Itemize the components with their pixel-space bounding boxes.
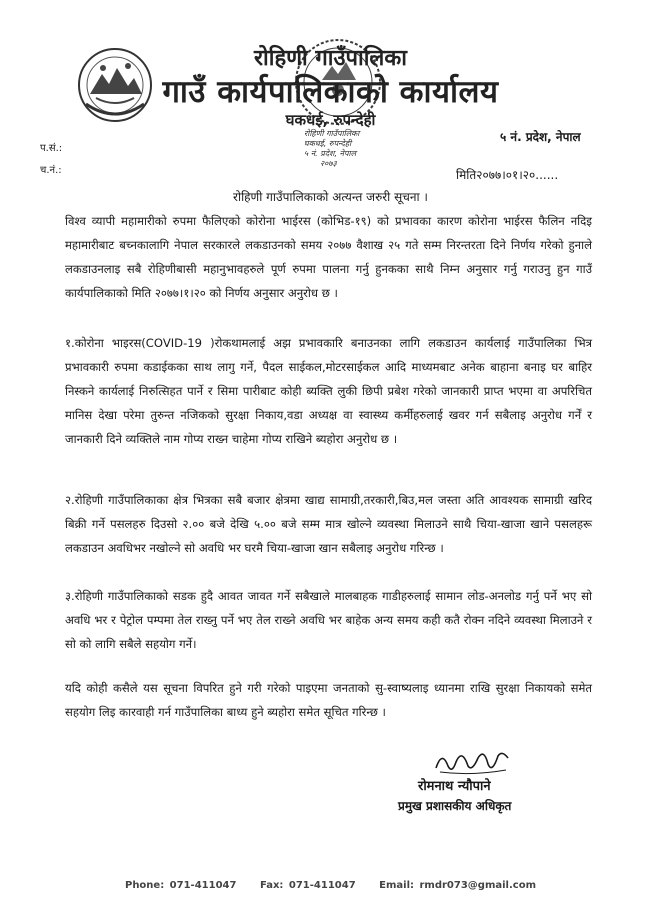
municipality-name: रोहिणी गाउँपालिका <box>254 46 407 71</box>
province-label: ५ नं. प्रदेश, नेपाल <box>500 130 581 144</box>
footer-email: Email: rmdr073@gmail.com <box>379 880 536 891</box>
notice-paragraph: ३.रोहिणी गाउँपालिकाको सडक हुदै आवत जावत गर्ने सबैखाले मालबाहक गाडीहरुलाई सामान लोड-अनलोड गर्नु पर्ने भए सो अवधि भर र पेट्रोल पम्पमा तेल राख्नु पर्ने भए तेल राख्ने अवधि भर बाहेक अन्य समय कही कतै रोक्न नदिने व्यवस्था मिलाउने र सो को लागि सबैले सहयोग गर्ने। <box>65 589 592 651</box>
notice-subject: रोहिणी गाउँपालिकाको अत्यन्त जरुरी सूचना । <box>233 190 428 204</box>
dispatch-number-row <box>40 162 62 176</box>
seal-text-line: ५ नं. प्रदेश, नेपाल <box>304 149 357 158</box>
dispatch-number-label: च.नं.: <box>40 165 62 176</box>
signatory-designation: प्रमुख प्रशासकीय अधिकृत <box>398 799 512 813</box>
notice-paragraph: १.कोरोना भाइरस(COVID-19 )रोकथामलाई अझ प्रभावकारि बनाउनका लागि लकडाउन कार्यलाई गाउँपालिका भित्र प्रभावकारी रुपमा कडाईकका साथ लागु गर्ने, पैदल साईकल,मोटरसाईकल आदि माध्यमबाट अनेक बाहाना बनाइ घर बाहिर निस्कने कार्यलाई निरुत्सिहत पार्ने र सिमा पारीबाट कोही ब्यक्ति लुकी छिपी प्रबेश गरेको जानकारी प्राप्त भएमा वा अपरिचित मानिस देखा परेमा तुरुन्त नजिकको सुरक्षा निकाय,वडा अध्यक्ष वा स्वास्थ्य कर्मीहरुलाई खवर गर्न सबैलाइ अनुरोध गर्नें र जानकारी दिने व्यक्तिले नाम गोप्य राख्न चाहेमा गोप्य राखिने ब्यहोरा अनुरोध छ । <box>65 336 592 446</box>
footer-fax: Fax: 071-411047 <box>259 880 356 891</box>
seal-text-line: रोहिणी गाउँपालिका <box>304 129 360 138</box>
seal-text-line: २०७३ <box>320 159 337 168</box>
signatory-name: रोमनाथ न्यौपाने <box>418 779 491 794</box>
footer-phone: Phone: 071-411047 <box>124 880 237 891</box>
reference-number-label: प.सं.: <box>40 143 63 154</box>
office-address: घकधई, रुपन्देही <box>285 111 376 129</box>
notice-paragraph: यदि कोही कसैले यस सूचना विपरित हुने गरी गरेको पाइएमा जनताको सु-स्वाष्यलाइ ध्यानमा राखि सुरक्षा निकायको समेत सहयोग लिइ कारवाही गर्न गाउँपालिका बाध्य हुने ब्यहोरा समेत सूचित गरिन्छ । <box>65 681 592 719</box>
notice-paragraph: २.रोहिणी गाउँपालिकाका क्षेत्र भित्रका सबै बजार क्षेत्रमा खाद्य सामाग्री,तरकारी,बिउ,मल जस्ता अति आवश्यक सामाग्री खरिद बिक्री गर्ने पसलहरु दिउसो २.०० बजे देखि ५.०० बजे सम्म मात्र खोल्ने व्यवस्था मिलाउने साथै चिया-खाजा खाने पसलहरू लकडाउन अवधिभर नखोल्ने सो अवधि भर घरमै चिया-खाजा खान सबैलाइ अनुरोध गरिन्छ । <box>65 493 592 555</box>
signature-image <box>432 744 512 780</box>
notice-paragraph: विश्व व्यापी महामारीको रुपमा फैलिएको कोरोना भाईरस (कोभिड-१९) को प्रभावका कारण कोरोना भाईरस फैलिन नदिइ महामारीबाट बच्नकालागि नेपाल सरकारले लकडाउनको समय २०७७ वैशाख २५ गते सम्म निरन्तरता दिने निर्णय गरेको हुनाले लकडाउनलाइ सबै रोहिणीबासी महानुभावहरुले पूर्ण रुपमा पालना गर्नु हुनकका साथै निम्न अनुसार गर्नु गराउनु हुन गाउँ कार्यपालिकाको मिति २०७७।१।२० को निर्णय अनुसार अनुरोध छ । <box>65 214 592 300</box>
notice-date: मिति२०७७।०१।२०...... <box>456 168 559 182</box>
seal-text-line: घकधई, रुपन्देही <box>304 139 352 148</box>
reference-number-row <box>40 140 62 154</box>
office-name: गाउँ कार्यपालिकाको कार्यालय <box>162 74 499 110</box>
contact-footer <box>0 880 661 891</box>
